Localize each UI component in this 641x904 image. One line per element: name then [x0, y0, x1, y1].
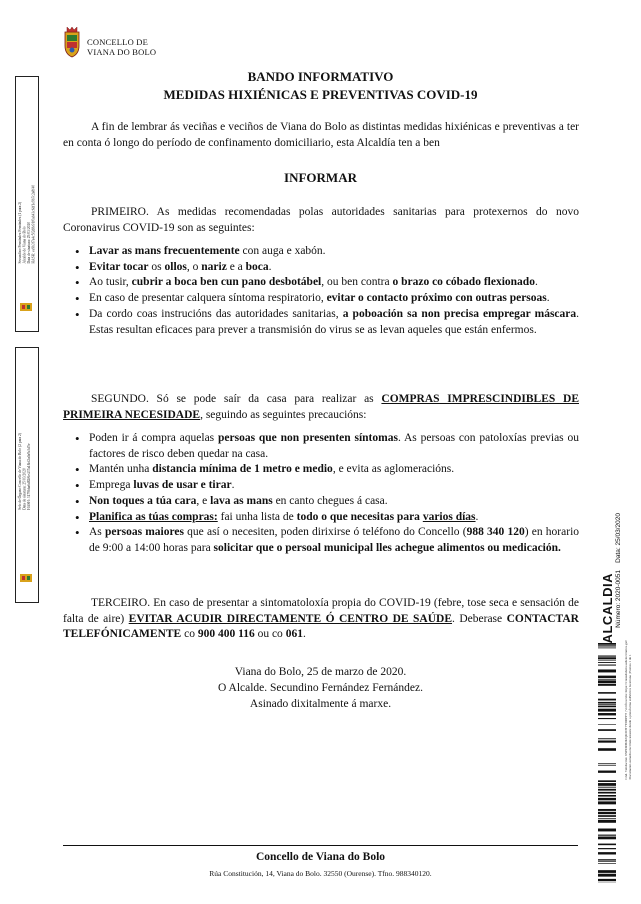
- department-label: ALCALDIA: [600, 573, 615, 644]
- signature-1-text: Secundino Fernández Fernández (1 para 2) Alcalde de Viana do Bolo Data de sinatura: 25/03/2020 HASH: ee9b3f7a4c5f2d8e91f0ab43c6df1e9b7c2a8f40: [18, 185, 36, 264]
- primeiro-paragraph: PRIMEIRO. As medidas recomendadas polas autoridades sanitarias para protexernos do novo Coronavirus COVID-19 son as seguintes:: [63, 206, 579, 234]
- org-name-line1: CONCELLO DE: [87, 37, 148, 47]
- list-item: • Evitar tocar os ollos, o nariz e a boca.: [89, 260, 579, 276]
- signature-box-1: [15, 76, 39, 332]
- verification-text: Cód. Validación: 6XPDRHJ4JQKD3T7TDRPFT | Verificación: https://vianadobolo.sedelectronica.gal/ Documento asinado electrónicamente desde a plataforma esPublico Gestiona | Páxina 1 de 1: [624, 640, 632, 780]
- primeiro-list: [63, 244, 579, 338]
- segundo-list: [63, 431, 579, 557]
- signature-2-text: Selo de Órgano Concello de Viana do Bolo (2 para 2) Data de sinatura: 25/03/2020 HASH: 3179bba6d82f6e437a18cf2a0a9c3d5e: [18, 433, 31, 510]
- coat-of-arms-small-icon: [19, 302, 33, 312]
- terceiro-paragraph: TERCEIRO. En caso de presentar a sintomatoloxía propia do COVID-19 (febre, tose seca e sensación de falta de aire) EVITAR ACUDIR DIRECTAMENTE Ó CENTRO DE SAÚDE. Deberase CONTACTAR TELEFÓNICAMENTE co 900 400 116 ou co 061.: [63, 597, 579, 640]
- list-item: • Lavar as mans frecuentemente con auga e xabón.: [89, 244, 579, 260]
- intro-paragraph: A fin de lembrar ás veciñas e veciños de Viana do Bolo as distintas medidas hixiénicas e preventivas a ter en conta ó longo do período de confinamento domiciliario, esta Alcaldía ten a ben: [63, 121, 579, 149]
- list-item: • As persoas maiores que así o necesiten, poden dirixirse ó teléfono do Concello (988 340 120) en horario de 9:00 a 14:00 horas para solicitar que o persoal municipal lles achegue alimentos ou medicación.: [89, 525, 579, 556]
- list-item: • Planifica as túas compras: fai unha lista de todo o que necesitas para varios días.: [89, 510, 579, 526]
- document-number: Número: 2020-0051: [615, 570, 622, 628]
- document-title: BANDO INFORMATIVO: [247, 69, 394, 84]
- document-subtitle: MEDIDAS HIXIÉNICAS E PREVENTIVAS COVID-19: [163, 87, 478, 102]
- list-item: • En caso de presentar calquera síntoma respiratorio, evitar o contacto próximo con outras persoas.: [89, 291, 579, 307]
- informar-heading: INFORMAR: [284, 170, 357, 185]
- org-name-line2: VIANA DO BOLO: [87, 47, 157, 57]
- coat-of-arms-icon: [62, 26, 82, 58]
- list-item: • Poden ir á compra aquelas persoas que non presenten síntomas. As persoas con patoloxías previas ou factores de risco deben quedar na casa.: [89, 431, 579, 462]
- list-item: • Da cordo coas instrucións das autoridades sanitarias, a poboación sa non precisa empregar máscara. Estas resultan eficaces para prever a transmisión do virus se as levan aqueles que están enfermos.: [89, 307, 579, 338]
- document-date: Data: 25/03/2020: [615, 513, 622, 563]
- footer-address: Rúa Constitución, 14, Viana do Bolo. 32550 (Ourense). Tfno. 988340120.: [209, 869, 432, 878]
- sign-place-date: Viana do Bolo, 25 de marzo de 2020.: [234, 666, 407, 678]
- segundo-paragraph: SEGUNDO. Só se pode saír da casa para realizar as COMPRAS IMPRESCINDIBLES DE PRIMEIRA NECESIDADE, seguindo as seguintes precaucións:: [63, 393, 579, 421]
- coat-of-arms-small-icon: [19, 573, 33, 583]
- sign-digital-note: Asinado dixitalmente á marxe.: [249, 698, 392, 710]
- header-logo: [62, 26, 162, 64]
- footer-org-name: Concello de Viana do Bolo: [255, 851, 386, 863]
- list-item: • Ao tusir, cubrir a boca ben cun pano desbotábel, ou ben contra o brazo co cóbado flexionado.: [89, 275, 579, 291]
- list-item: • Mantén unha distancia mínima de 1 metro e medio, e evita as aglomeracións.: [89, 462, 579, 478]
- footer-divider: [63, 845, 578, 846]
- signature-box-2: [15, 347, 39, 603]
- barcode-icon: [598, 643, 616, 883]
- sign-mayor: O Alcalde. Secundino Fernández Fernández.: [217, 682, 423, 694]
- list-item: • Emprega luvas de usar e tirar.: [89, 478, 579, 494]
- list-item: • Non toques a túa cara, e lava as mans en canto chegues á casa.: [89, 494, 579, 510]
